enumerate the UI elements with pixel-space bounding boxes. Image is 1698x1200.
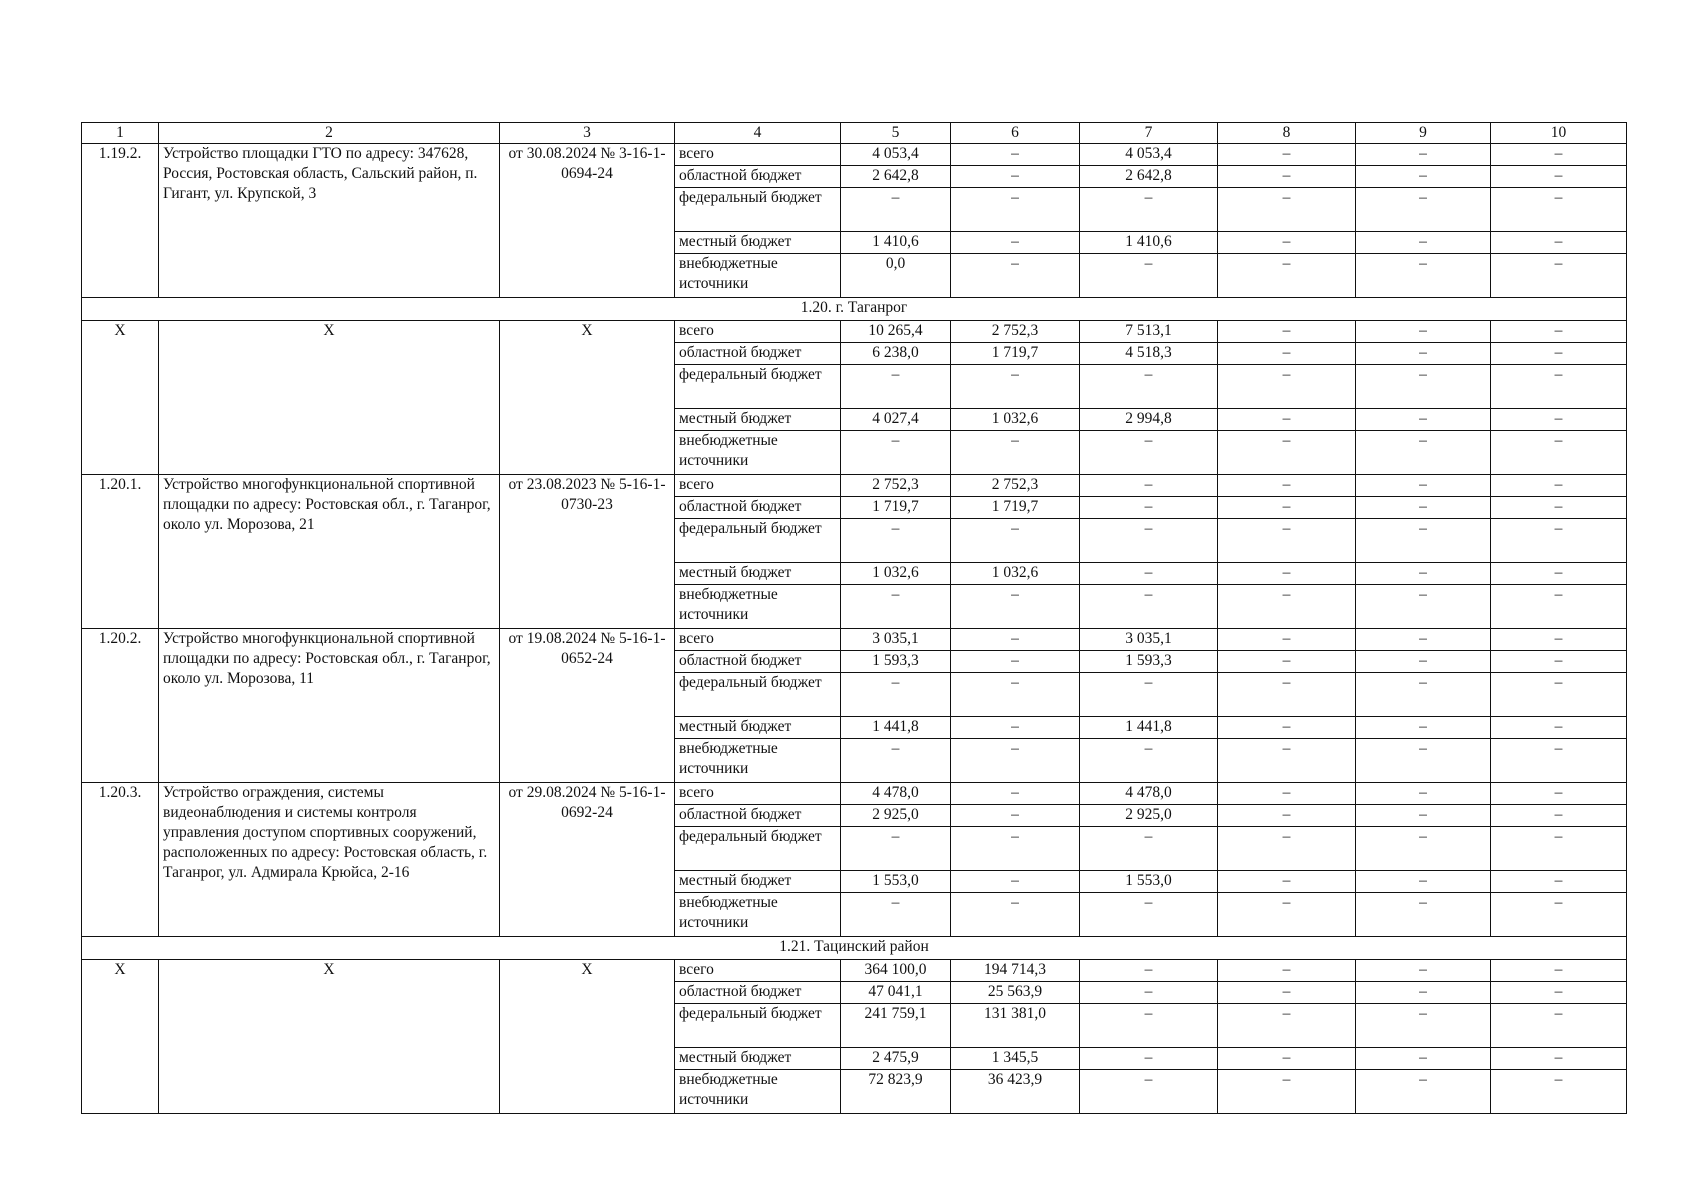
amount-cell: 6 238,0 [841,343,951,365]
empty-value-dash: – [1491,188,1627,232]
empty-value-dash: – [1356,321,1491,343]
amount-cell: 0,0 [841,254,951,298]
funding-source-label: местный бюджет [675,717,841,739]
empty-value-dash: – [1218,563,1356,585]
column-number: 4 [675,123,841,144]
empty-value-dash: – [1356,343,1491,365]
empty-value-dash: – [1218,805,1356,827]
empty-value-dash: – [1356,739,1491,783]
empty-value-dash: – [1080,188,1218,232]
item-name: Х [159,321,500,475]
amount-cell: 1 553,0 [841,871,951,893]
amount-cell: 1 719,7 [841,497,951,519]
empty-value-dash: – [841,431,951,475]
item-name: Х [159,960,500,1114]
column-number: 3 [500,123,675,144]
empty-value-dash: – [1080,827,1218,871]
amount-cell: 47 041,1 [841,982,951,1004]
empty-value-dash: – [1218,144,1356,166]
amount-cell: 1 593,3 [841,651,951,673]
empty-value-dash: – [1080,254,1218,298]
empty-value-dash: – [951,166,1080,188]
amount-cell: 1 719,7 [951,497,1080,519]
empty-value-dash: – [1080,519,1218,563]
empty-value-dash: – [1080,497,1218,519]
agreement-reference: Х [500,321,675,475]
empty-value-dash: – [1491,827,1627,871]
item-number: 1.20.1. [82,475,159,629]
amount-cell: 1 441,8 [1080,717,1218,739]
empty-value-dash: – [1356,497,1491,519]
empty-value-dash: – [1218,673,1356,717]
empty-value-dash: – [1080,585,1218,629]
empty-value-dash: – [841,519,951,563]
empty-value-dash: – [951,893,1080,937]
table-row [82,960,1627,982]
amount-cell: 1 345,5 [951,1048,1080,1070]
empty-value-dash: – [1491,254,1627,298]
empty-value-dash: – [841,739,951,783]
empty-value-dash: – [1491,166,1627,188]
funding-source-label: внебюджетные источники [675,254,841,298]
empty-value-dash: – [1356,166,1491,188]
amount-cell: 3 035,1 [841,629,951,651]
column-number: 7 [1080,123,1218,144]
amount-cell: 2 475,9 [841,1048,951,1070]
table-body [82,123,1627,1114]
funding-source-label: внебюджетные источники [675,431,841,475]
empty-value-dash: – [1218,960,1356,982]
budget-table [81,122,1627,1114]
empty-value-dash: – [1491,563,1627,585]
empty-value-dash: – [1491,1004,1627,1048]
empty-value-dash: – [841,365,951,409]
funding-source-label: федеральный бюджет [675,188,841,232]
item-number: 1.20.2. [82,629,159,783]
empty-value-dash: – [1491,321,1627,343]
column-number: 1 [82,123,159,144]
empty-value-dash: – [1356,144,1491,166]
amount-cell: 4 478,0 [1080,783,1218,805]
empty-value-dash: – [951,739,1080,783]
empty-value-dash: – [841,827,951,871]
amount-cell: 4 053,4 [1080,144,1218,166]
amount-cell: 1 410,6 [1080,232,1218,254]
section-header-row [82,298,1627,321]
amount-cell: 2 925,0 [841,805,951,827]
empty-value-dash: – [1218,1070,1356,1114]
empty-value-dash: – [1218,343,1356,365]
funding-source-label: всего [675,960,841,982]
empty-value-dash: – [1491,673,1627,717]
amount-cell: 4 053,4 [841,144,951,166]
amount-cell: 1 032,6 [841,563,951,585]
funding-source-label: областной бюджет [675,805,841,827]
funding-source-label: всего [675,629,841,651]
empty-value-dash: – [1080,982,1218,1004]
empty-value-dash: – [1491,871,1627,893]
empty-value-dash: – [1218,585,1356,629]
table-row [82,629,1627,651]
empty-value-dash: – [951,232,1080,254]
empty-value-dash: – [1356,1004,1491,1048]
item-number: Х [82,321,159,475]
table-row [82,783,1627,805]
amount-cell: 3 035,1 [1080,629,1218,651]
empty-value-dash: – [1080,960,1218,982]
empty-value-dash: – [1491,497,1627,519]
agreement-reference: от 29.08.2024 № 5-16-1-0692-24 [500,783,675,937]
empty-value-dash: – [1356,960,1491,982]
empty-value-dash: – [1356,431,1491,475]
amount-cell: 1 553,0 [1080,871,1218,893]
empty-value-dash: – [1080,475,1218,497]
empty-value-dash: – [1218,651,1356,673]
funding-source-label: внебюджетные источники [675,1070,841,1114]
empty-value-dash: – [1356,871,1491,893]
empty-value-dash: – [1080,563,1218,585]
column-number-row [82,123,1627,144]
empty-value-dash: – [1491,585,1627,629]
amount-cell: 2 752,3 [951,475,1080,497]
empty-value-dash: – [1491,960,1627,982]
empty-value-dash: – [1218,783,1356,805]
amount-cell: 4 027,4 [841,409,951,431]
amount-cell: 7 513,1 [1080,321,1218,343]
empty-value-dash: – [1080,1048,1218,1070]
empty-value-dash: – [1356,232,1491,254]
empty-value-dash: – [951,144,1080,166]
column-number: 10 [1491,123,1627,144]
empty-value-dash: – [1218,166,1356,188]
empty-value-dash: – [1491,475,1627,497]
empty-value-dash: – [1080,673,1218,717]
amount-cell: 10 265,4 [841,321,951,343]
item-name: Устройство площадки ГТО по адресу: 347628, Россия, Ростовская область, Сальский район, п. Гигант, ул. Крупской, 3 [159,144,500,298]
empty-value-dash: – [951,805,1080,827]
empty-value-dash: – [951,827,1080,871]
empty-value-dash: – [951,585,1080,629]
empty-value-dash: – [1218,871,1356,893]
item-name: Устройство многофункциональной спортивной площадки по адресу: Ростовская обл., г. Таганрог, около ул. Морозова, 21 [159,475,500,629]
empty-value-dash: – [1491,893,1627,937]
funding-source-label: федеральный бюджет [675,1004,841,1048]
amount-cell: 2 752,3 [841,475,951,497]
empty-value-dash: – [1356,805,1491,827]
empty-value-dash: – [841,585,951,629]
amount-cell: 2 752,3 [951,321,1080,343]
empty-value-dash: – [1218,254,1356,298]
funding-source-label: областной бюджет [675,497,841,519]
empty-value-dash: – [1356,254,1491,298]
empty-value-dash: – [1356,982,1491,1004]
empty-value-dash: – [1491,739,1627,783]
empty-value-dash: – [1356,1070,1491,1114]
amount-cell: 364 100,0 [841,960,951,982]
funding-source-label: всего [675,144,841,166]
empty-value-dash: – [1218,365,1356,409]
empty-value-dash: – [1080,365,1218,409]
empty-value-dash: – [1356,629,1491,651]
empty-value-dash: – [951,717,1080,739]
amount-cell: 1 032,6 [951,563,1080,585]
funding-source-label: областной бюджет [675,166,841,188]
empty-value-dash: – [1491,409,1627,431]
item-number: 1.19.2. [82,144,159,298]
item-number: Х [82,960,159,1114]
funding-source-label: областной бюджет [675,343,841,365]
column-number: 9 [1356,123,1491,144]
empty-value-dash: – [1080,431,1218,475]
empty-value-dash: – [841,673,951,717]
empty-value-dash: – [1218,982,1356,1004]
table-row [82,475,1627,497]
funding-source-label: внебюджетные источники [675,585,841,629]
empty-value-dash: – [1491,365,1627,409]
funding-source-label: местный бюджет [675,232,841,254]
empty-value-dash: – [1491,144,1627,166]
empty-value-dash: – [1491,1048,1627,1070]
empty-value-dash: – [841,188,951,232]
empty-value-dash: – [951,783,1080,805]
amount-cell: 241 759,1 [841,1004,951,1048]
empty-value-dash: – [841,893,951,937]
empty-value-dash: – [1356,188,1491,232]
empty-value-dash: – [1356,827,1491,871]
amount-cell: 2 642,8 [1080,166,1218,188]
item-number: 1.20.3. [82,783,159,937]
empty-value-dash: – [1218,431,1356,475]
funding-source-label: всего [675,475,841,497]
column-number: 2 [159,123,500,144]
amount-cell: 2 642,8 [841,166,951,188]
empty-value-dash: – [1356,673,1491,717]
empty-value-dash: – [1218,188,1356,232]
funding-source-label: местный бюджет [675,409,841,431]
empty-value-dash: – [951,254,1080,298]
funding-source-label: федеральный бюджет [675,519,841,563]
empty-value-dash: – [951,188,1080,232]
funding-source-label: местный бюджет [675,563,841,585]
amount-cell: 4 478,0 [841,783,951,805]
section-header-row [82,937,1627,960]
empty-value-dash: – [1218,409,1356,431]
empty-value-dash: – [1491,519,1627,563]
empty-value-dash: – [1491,805,1627,827]
empty-value-dash: – [1080,1070,1218,1114]
funding-source-label: федеральный бюджет [675,673,841,717]
amount-cell: 25 563,9 [951,982,1080,1004]
empty-value-dash: – [1491,783,1627,805]
amount-cell: 36 423,9 [951,1070,1080,1114]
funding-source-label: всего [675,321,841,343]
empty-value-dash: – [951,629,1080,651]
table-row [82,321,1627,343]
empty-value-dash: – [1491,232,1627,254]
agreement-reference: Х [500,960,675,1114]
agreement-reference: от 19.08.2024 № 5-16-1-0652-24 [500,629,675,783]
empty-value-dash: – [1218,1048,1356,1070]
amount-cell: 2 994,8 [1080,409,1218,431]
amount-cell: 1 441,8 [841,717,951,739]
column-number: 8 [1218,123,1356,144]
empty-value-dash: – [951,519,1080,563]
amount-cell: 2 925,0 [1080,805,1218,827]
empty-value-dash: – [951,871,1080,893]
empty-value-dash: – [1356,475,1491,497]
empty-value-dash: – [1080,1004,1218,1048]
empty-value-dash: – [1218,232,1356,254]
empty-value-dash: – [1491,629,1627,651]
amount-cell: 194 714,3 [951,960,1080,982]
empty-value-dash: – [1491,431,1627,475]
funding-source-label: внебюджетные источники [675,893,841,937]
empty-value-dash: – [1491,717,1627,739]
column-number: 6 [951,123,1080,144]
empty-value-dash: – [1080,739,1218,783]
empty-value-dash: – [1218,739,1356,783]
empty-value-dash: – [1491,651,1627,673]
empty-value-dash: – [1356,783,1491,805]
empty-value-dash: – [1356,519,1491,563]
agreement-reference: от 23.08.2023 № 5-16-1-0730-23 [500,475,675,629]
empty-value-dash: – [1218,1004,1356,1048]
empty-value-dash: – [951,673,1080,717]
amount-cell: 72 823,9 [841,1070,951,1114]
table-row [82,144,1627,166]
empty-value-dash: – [1356,365,1491,409]
empty-value-dash: – [951,365,1080,409]
empty-value-dash: – [1218,519,1356,563]
amount-cell: 1 032,6 [951,409,1080,431]
item-name: Устройство ограждения, системы видеонаблюдения и системы контроля управления доступом спортивных сооружений, расположенных по адресу: Ростовская область, г. Таганрог, ул. Адмирала Крюйса, 2-16 [159,783,500,937]
empty-value-dash: – [1356,563,1491,585]
empty-value-dash: – [1491,982,1627,1004]
empty-value-dash: – [1356,717,1491,739]
amount-cell: 1 410,6 [841,232,951,254]
funding-source-label: областной бюджет [675,651,841,673]
funding-source-label: внебюджетные источники [675,739,841,783]
empty-value-dash: – [1356,585,1491,629]
amount-cell: 1 719,7 [951,343,1080,365]
empty-value-dash: – [1356,409,1491,431]
funding-source-label: местный бюджет [675,1048,841,1070]
empty-value-dash: – [1218,321,1356,343]
empty-value-dash: – [951,431,1080,475]
empty-value-dash: – [1218,629,1356,651]
agreement-reference: от 30.08.2024 № 3-16-1-0694-24 [500,144,675,298]
funding-source-label: местный бюджет [675,871,841,893]
empty-value-dash: – [1218,717,1356,739]
empty-value-dash: – [1491,343,1627,365]
funding-source-label: федеральный бюджет [675,827,841,871]
item-name: Устройство многофункциональной спортивной площадки по адресу: Ростовская обл., г. Таганрог, около ул. Морозова, 11 [159,629,500,783]
empty-value-dash: – [1218,827,1356,871]
empty-value-dash: – [1356,651,1491,673]
column-number: 5 [841,123,951,144]
empty-value-dash: – [1080,893,1218,937]
empty-value-dash: – [1218,475,1356,497]
amount-cell: 4 518,3 [1080,343,1218,365]
section-title: 1.21. Тацинский район [82,937,1627,960]
funding-source-label: федеральный бюджет [675,365,841,409]
empty-value-dash: – [1491,1070,1627,1114]
empty-value-dash: – [1356,893,1491,937]
funding-source-label: областной бюджет [675,982,841,1004]
funding-source-label: всего [675,783,841,805]
section-title: 1.20. г. Таганрог [82,298,1627,321]
amount-cell: 131 381,0 [951,1004,1080,1048]
empty-value-dash: – [1218,893,1356,937]
empty-value-dash: – [1218,497,1356,519]
empty-value-dash: – [1356,1048,1491,1070]
empty-value-dash: – [951,651,1080,673]
amount-cell: 1 593,3 [1080,651,1218,673]
